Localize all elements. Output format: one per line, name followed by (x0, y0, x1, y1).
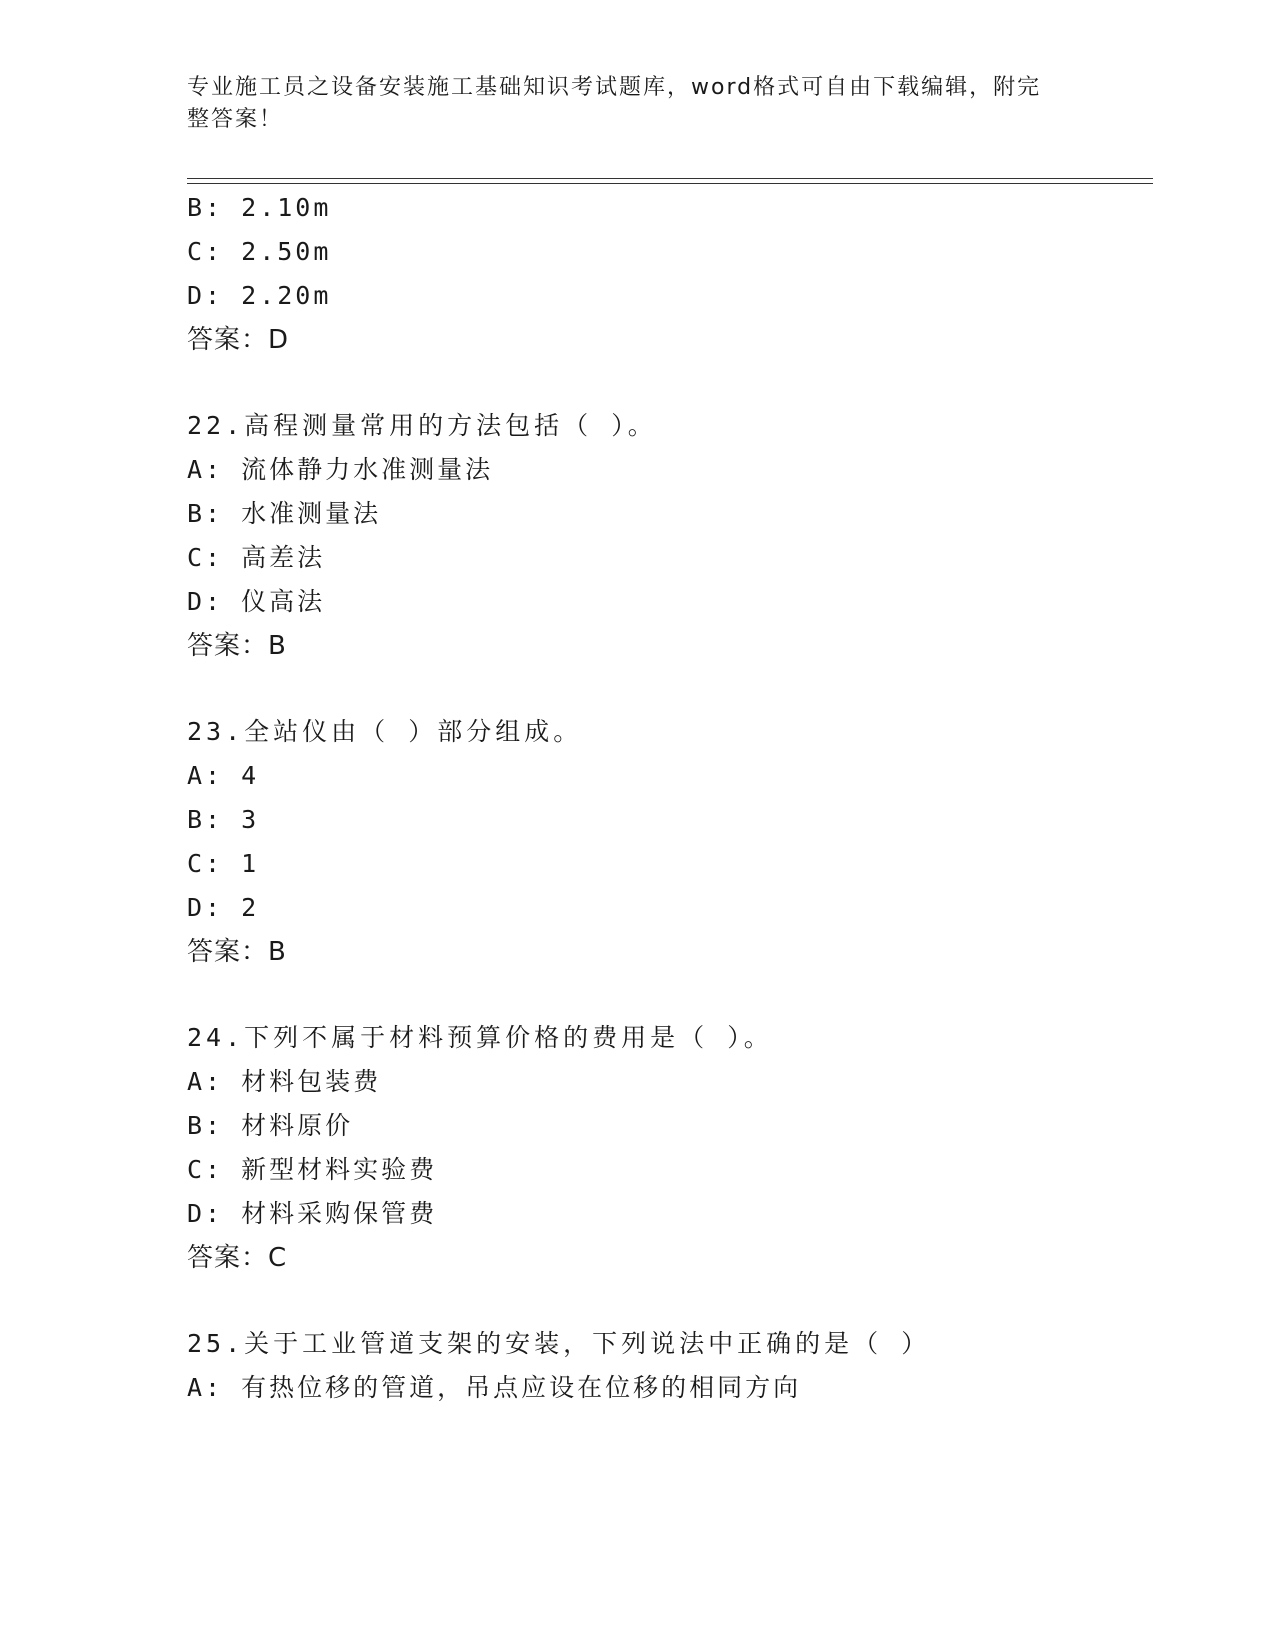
question-24-option-d: D: 材料采购保管费 (187, 1199, 438, 1228)
question-25-text: 25.关于工业管道支架的安装，下列说法中正确的是（ ） (187, 1329, 931, 1358)
prev-option-b: B: 2.10m (187, 193, 332, 222)
prev-answer: 答案：D (187, 325, 290, 355)
document-header (187, 72, 1087, 136)
question-24-option-a: A: 材料包装费 (187, 1067, 382, 1096)
question-24-text: 24.下列不属于材料预算价格的费用是（ ）。 (187, 1023, 773, 1052)
question-24-option-c: C: 新型材料实验费 (187, 1155, 438, 1184)
question-22-option-a: A: 流体静力水准测量法 (187, 455, 494, 484)
question-24-answer: 答案：C (187, 1243, 288, 1273)
question-23-option-d: D: 2 (187, 893, 260, 922)
question-23-option-b: B: 3 (187, 805, 260, 834)
prev-option-c: C: 2.50m (187, 237, 332, 266)
header-divider-bottom (187, 183, 1153, 184)
header-line-2: 整答案！ (187, 107, 284, 132)
question-22-option-d: D: 仪高法 (187, 587, 326, 616)
question-22-answer: 答案：B (187, 631, 287, 661)
header-line-1: 专业施工员之设备安装施工基础知识考试题库，word格式可自由下载编辑，附完 (187, 75, 1042, 100)
question-23-answer: 答案：B (187, 937, 287, 967)
question-22-text: 22.高程测量常用的方法包括（ ）。 (187, 411, 657, 440)
question-24-option-b: B: 材料原价 (187, 1111, 354, 1140)
question-25-option-a: A: 有热位移的管道，吊点应设在位移的相同方向 (187, 1373, 802, 1402)
question-23-option-a: A: 4 (187, 761, 260, 790)
question-23-text: 23.全站仪由（ ）部分组成。 (187, 717, 583, 746)
question-22-option-c: C: 高差法 (187, 543, 326, 572)
question-23-option-c: C: 1 (187, 849, 260, 878)
question-22-option-b: B: 水准测量法 (187, 499, 382, 528)
prev-option-d: D: 2.20m (187, 281, 332, 310)
header-divider-top (187, 178, 1153, 179)
